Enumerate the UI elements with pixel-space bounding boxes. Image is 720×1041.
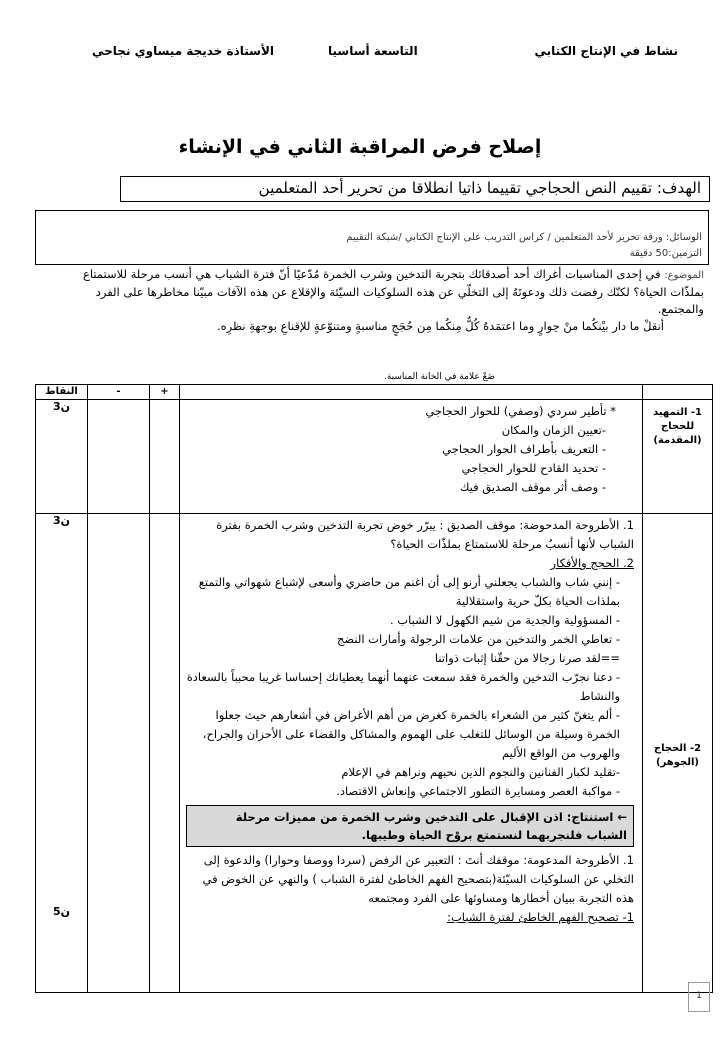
intro-line: - وصف أثر موقف الصديق فيك bbox=[459, 480, 606, 494]
topic-label: الموضوع: bbox=[664, 270, 704, 281]
body-plus-cell[interactable] bbox=[150, 514, 180, 993]
intro-line: -تعيين الزمان والمكان bbox=[501, 423, 606, 437]
argument-item: - تعاطي الخمر والتدخين من علامات الرجولة وأمارات النضج bbox=[336, 632, 620, 646]
intro-plus-cell[interactable] bbox=[150, 400, 180, 514]
topic-block bbox=[54, 266, 704, 335]
evaluation-table bbox=[35, 384, 713, 993]
thesis-heading: 1. الأطروحة المدحوضة: موقف الصديق : يبرّر خوض تجربة التدخين وشرب الخمرة بفترة الشباب لأنها أنسبُ مرحلة للاستمتاع بملذّات الحياة؟ bbox=[216, 518, 634, 551]
topic-text: في إحدى المناسبات أغراك أحد أصدقائك بتجربة التدخين وشرب الخمرة مُدّعيًا أنّ فترة الشباب هي أنسب مرحلة للاستمتاع بملذّات الحياة؟ لكنّك رفضت ذلك ودعوتَهُ إلى التخلّي عن هذه السلوكيات السيّئة والإقلاع عن هذه الآفات مبيّنا مخاطرها على الفرد والمجتمع. bbox=[83, 267, 704, 316]
table-row-intro bbox=[36, 400, 713, 514]
teacher-name: الأستاذة خديجة ميساوي نجاحي bbox=[92, 44, 274, 58]
body-points-1: 3ن bbox=[52, 514, 71, 527]
level-label: التاسعة أساسيا bbox=[328, 44, 418, 58]
body-points-2: 5ن bbox=[52, 905, 71, 918]
activity-label: نشاط في الإنتاج الكتابي bbox=[534, 44, 678, 58]
goal-box: الهدف: تقييم النص الحجاجي تقييما ذاتيا انطلاقا من تحرير أحد المتعلمين bbox=[120, 176, 710, 202]
means-text: الوسائل: ورقة تحرير لأحد المتعلمين / كراس التدريب على الإنتاج الكتابي /شبكة التقييم bbox=[346, 232, 702, 243]
body-minus-cell[interactable] bbox=[88, 514, 150, 993]
minus-header: - bbox=[88, 385, 150, 400]
argument-item: - دعنا نجرّب التدخين والخمرة فقد سمعت عنهما أنهما يعطيانك إحساسا غريبا محبباً بالسعادة والنشاط bbox=[186, 670, 620, 703]
intro-criteria bbox=[180, 400, 643, 514]
intro-line: - تحديد القادح للحوار الحجاجي bbox=[461, 461, 606, 475]
table-row-body bbox=[36, 514, 713, 993]
table-header-row bbox=[36, 385, 713, 400]
argument-item: - ألم يتغنّ كثير من الشعراء بالخمرة كغرض من أهم الأغراض في أشعارهم حيث جعلوا الخمرة وسيلة من الوسائل للتغلب على الهموم والمشاكل والقضاء على الأحزان والجراح، والهروب من الواقع الأليم bbox=[202, 708, 620, 760]
argument-item: - إنني شاب والشباب يجعلني أرنو إلى أن اغنم من حاضري وأسعى لإشباع شهواتي والتمتع بملذات الحياة بكلّ حرية واستقلالية bbox=[198, 575, 620, 608]
argument-item: -تقليد لكبار الفنانين والنجوم الذين نحبهم ونراهم في الإعلام bbox=[341, 765, 620, 779]
intro-line: - التعريف بأطراف الحوار الحجاجي bbox=[442, 442, 606, 456]
points-header: النقاط bbox=[36, 385, 88, 400]
body-section-text: 2- الحجاج (الجوهر) bbox=[653, 743, 702, 768]
argument-item: - المسؤولية والجدية من شيم الكهول لا الشباب . bbox=[389, 613, 620, 627]
arguments-heading: 2. الحجج والأفكار bbox=[550, 556, 634, 570]
intro-line: * تأطير سردي (وصفي) للحوار الحجاجي bbox=[425, 404, 616, 418]
body-points bbox=[36, 514, 88, 993]
intro-minus-cell[interactable] bbox=[88, 400, 150, 514]
duration-text: التزمين:50 دقيقة bbox=[629, 248, 702, 259]
counter-subheading: 1- تصحيح الفهم الخاطئ لفترة الشباب: bbox=[447, 910, 634, 924]
body-section-label bbox=[643, 514, 713, 993]
argument-item: ==لقد صرنا رجالا من حقّنا إثبات ذواتنا bbox=[434, 651, 620, 665]
argument-item: - مواكبة العصر ومسايرة التطور الاجتماعي وإنعاش الاقتصاد. bbox=[336, 784, 620, 798]
plus-header: + bbox=[150, 385, 180, 400]
body-criteria bbox=[180, 514, 643, 993]
topic-task: أنقلْ ما دار بيْنكُما منْ حِوارٍ وما اعتمَدهُ كُلٌّ مِنكُما مِن حُجَجٍ مناسبةٍ ومتنوّعةٍ للإقناعِ بوجهةِ نظرِه. bbox=[216, 319, 664, 333]
intro-points: 3ن bbox=[36, 400, 88, 514]
instruction-text: ضَعْ علامة في الخانة المناسبة. bbox=[383, 372, 495, 382]
page-number: 1 bbox=[688, 982, 710, 1012]
counter-thesis: 1. الأطروحة المدعومة: موقفك أنتَ : التعبير عن الرفض (سردا ووصفا وحوارا) والدعوة إلى التخلي عن السلوكيات السيّئة(بتصحيح الفهم الخاطئ لفترة الشباب ) والنهي عن الخوض في هذه التجربة ببيان أخطارها ومساوئها على الفرد ومجتمعه bbox=[202, 853, 634, 905]
intro-section-label: 1- التمهيد للحجاج (المقدمة) bbox=[643, 400, 713, 514]
page-title: إصلاح فرض المراقبة الثاني في الإنشاء bbox=[178, 136, 542, 158]
conclusion-box: ← استنتاج: اذن الإقبال على التدخين وشرب الخمرة من مميزات مرحلة الشباب فلنجربهما لنستمتع بروْح الحياة وطيبها. bbox=[186, 805, 634, 847]
